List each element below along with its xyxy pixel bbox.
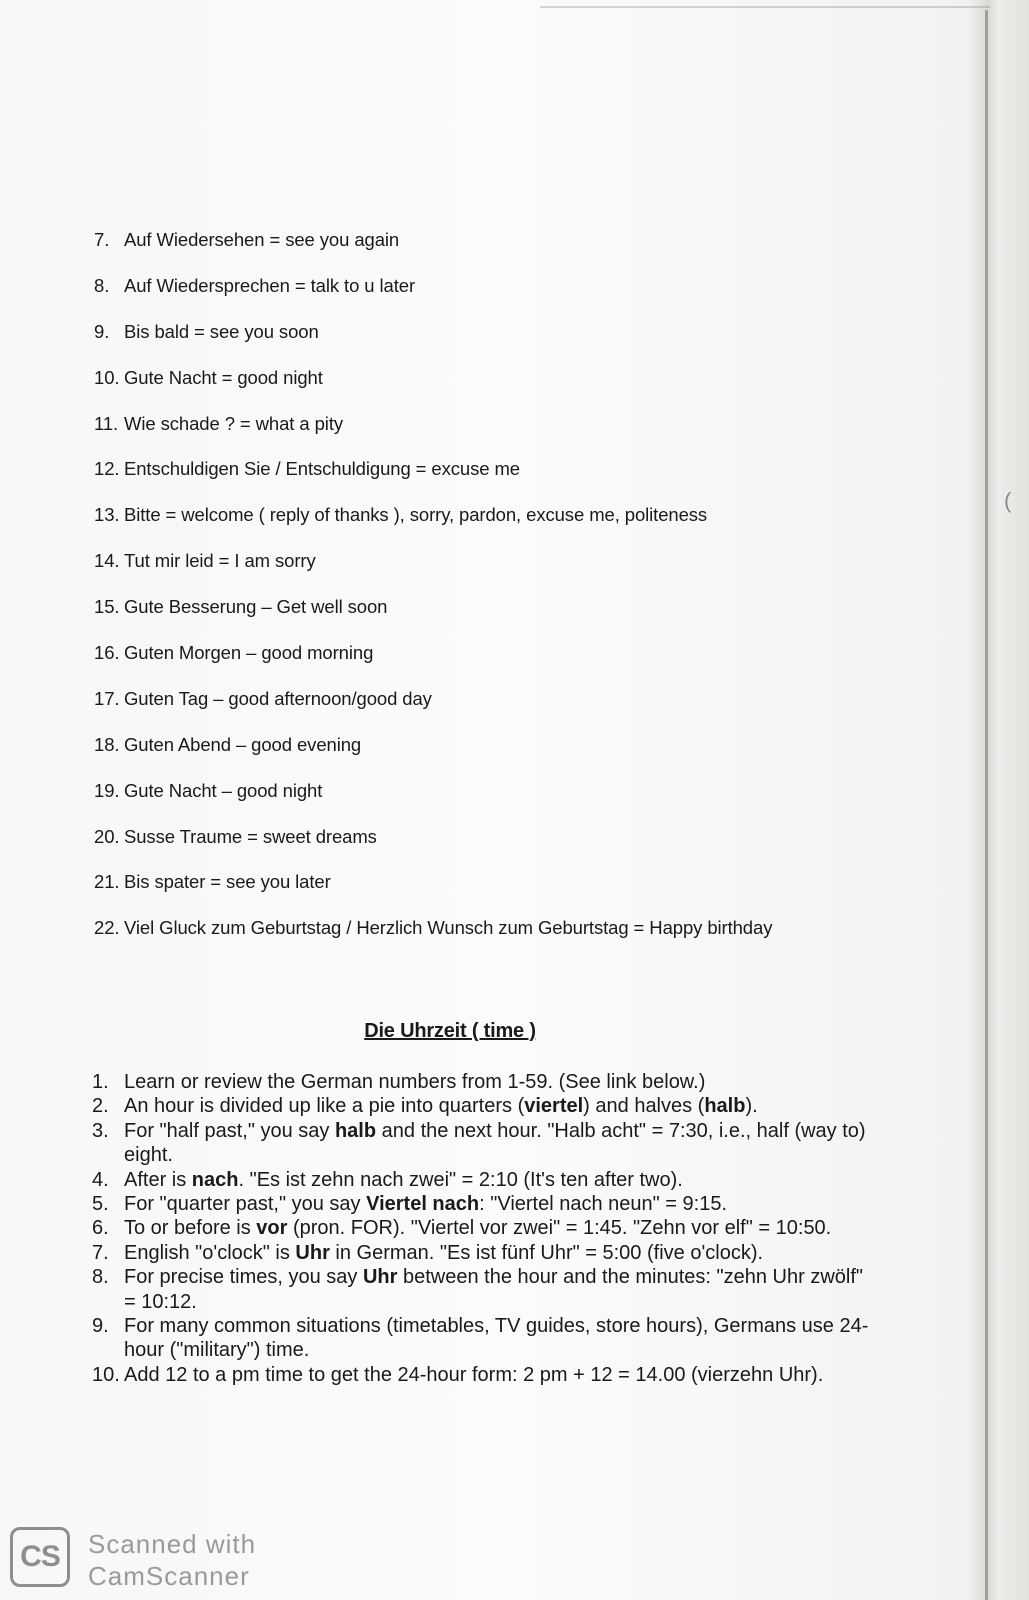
phrase-item xyxy=(94,229,772,275)
phrase-number: 11. xyxy=(94,412,119,434)
time-rule-number: 8. xyxy=(92,1266,109,1289)
text-run: Add 12 to a pm time to get the 24-hour form: 2 pm + 12 = 14.00 (vierzehn Uhr). xyxy=(124,1363,824,1386)
phrase-item xyxy=(94,596,772,642)
text-run: in German. "Es ist fünf Uhr" = 5:00 (five o'clock). xyxy=(329,1241,764,1264)
text-run: For "quarter past," you say xyxy=(124,1193,367,1216)
time-rule-text xyxy=(124,1216,872,1240)
phrase-item xyxy=(94,917,772,963)
phrase-text: Guten Tag – good afternoon/good day xyxy=(124,687,432,709)
phrase-number: 21. xyxy=(94,871,120,893)
time-rule-number: 7. xyxy=(92,1241,109,1264)
phrase-item xyxy=(94,504,772,550)
time-rule-text xyxy=(124,1094,872,1118)
text-run: : "Viertel nach neun" = 9:15. xyxy=(479,1193,728,1216)
time-rule-number: 10. xyxy=(92,1363,120,1386)
phrase-text: Guten Morgen – good morning xyxy=(124,642,374,664)
time-rule-text xyxy=(124,1265,872,1314)
phrase-item xyxy=(94,688,772,734)
time-rule-item xyxy=(92,1192,872,1216)
phrase-item xyxy=(94,458,772,504)
time-rule-number: 4. xyxy=(92,1168,109,1191)
time-rule-item xyxy=(92,1070,872,1094)
phrase-text: Tut mir leid = I am sorry xyxy=(124,550,316,572)
time-rule-item xyxy=(92,1363,872,1387)
bold-term: nach xyxy=(191,1168,239,1191)
time-rule-item xyxy=(92,1094,872,1118)
phrase-number: 20. xyxy=(94,825,120,847)
phrase-item xyxy=(94,550,772,596)
time-rule-text xyxy=(124,1192,872,1216)
time-rule-text xyxy=(124,1314,872,1363)
text-run: between the hour and the minutes: "zehn Uhr zwölf" = 10:12. xyxy=(124,1266,863,1313)
phrase-item xyxy=(94,413,772,459)
bold-term: halb xyxy=(334,1119,377,1142)
watermark-line-2: CamScanner xyxy=(88,1561,250,1591)
phrase-item xyxy=(94,734,772,780)
phrase-list xyxy=(94,229,772,963)
text-run: An hour is divided up like a pie into quarters ( xyxy=(124,1095,525,1118)
phrase-item xyxy=(94,871,772,917)
phrase-item xyxy=(94,780,772,826)
phrase-item xyxy=(94,367,772,413)
time-rule-item xyxy=(92,1265,872,1314)
phrase-text: Susse Traume = sweet dreams xyxy=(124,825,377,847)
text-run: For "half past," you say xyxy=(124,1119,335,1142)
time-rule-number: 2. xyxy=(92,1095,109,1118)
phrase-text: Auf Wiedersehen = see you again xyxy=(124,229,400,250)
phrase-text: Gute Nacht – good night xyxy=(124,779,323,801)
phrase-item xyxy=(94,826,772,872)
page-top-edge xyxy=(540,6,990,8)
text-run: (pron. FOR). "Viertel vor zwei" = 1:45. "Zehn vor elf" = 10:50. xyxy=(287,1217,832,1240)
camscanner-logo: CS xyxy=(10,1527,70,1587)
phrase-number: 12. xyxy=(94,458,120,480)
text-run: English "o'clock" is xyxy=(124,1241,296,1264)
time-rule-text xyxy=(124,1363,872,1387)
phrase-number: 14. xyxy=(94,550,120,572)
phrase-text: Auf Wiedersprechen = talk to u later xyxy=(124,274,416,296)
phrase-number: 22. xyxy=(94,917,120,939)
time-rule-item xyxy=(92,1216,872,1240)
time-rule-item xyxy=(92,1241,872,1265)
watermark-line-1: Scanned with xyxy=(88,1529,257,1559)
bold-term: Uhr xyxy=(295,1241,330,1264)
time-rule-text xyxy=(124,1241,872,1265)
phrase-text: Wie schade ? = what a pity xyxy=(124,412,344,434)
phrase-number: 10. xyxy=(94,366,120,388)
phrase-item xyxy=(94,275,772,321)
text-run: To or before is xyxy=(124,1217,257,1240)
phrase-text: Gute Nacht = good night xyxy=(124,366,323,388)
phrase-number: 16. xyxy=(94,642,120,664)
bold-term: vor xyxy=(256,1217,288,1240)
text-run: ) and halves ( xyxy=(583,1095,705,1118)
time-rule-text xyxy=(124,1168,872,1192)
time-rule-number: 5. xyxy=(92,1193,109,1216)
time-rule-number: 6. xyxy=(92,1217,109,1240)
phrase-item xyxy=(94,642,772,688)
time-rule-text xyxy=(124,1070,872,1094)
page-right-edge xyxy=(985,10,988,1600)
phrase-text: Bis bald = see you soon xyxy=(124,320,319,342)
text-run: . "Es ist zehn nach zwei" = 2:10 (It's ten after two). xyxy=(238,1168,683,1191)
text-run: For many common situations (timetables, TV guides, store hours), Germans use 24-hour ("military") time. xyxy=(124,1315,869,1362)
phrase-text: Viel Gluck zum Geburtstag / Herzlich Wunsch zum Geburtstag = Happy birthday xyxy=(124,917,773,939)
bold-term: Viertel nach xyxy=(366,1193,480,1216)
phrase-number: 19. xyxy=(94,779,120,801)
phrase-text: Entschuldigen Sie / Entschuldigung = excuse me xyxy=(124,458,520,480)
phrase-text: Guten Abend – good evening xyxy=(124,733,362,755)
phrase-text: Bis spater = see you later xyxy=(124,871,331,893)
time-rule-number: 9. xyxy=(92,1315,109,1338)
phrase-number: 7. xyxy=(94,229,110,250)
time-rules-list xyxy=(92,1070,872,1387)
time-rule-item xyxy=(92,1119,872,1168)
bold-term: Uhr xyxy=(362,1266,398,1289)
phrase-number: 17. xyxy=(94,687,120,709)
phrase-number: 18. xyxy=(94,733,120,755)
phrase-number: 13. xyxy=(94,504,120,526)
section-title: Die Uhrzeit ( time ) xyxy=(364,1020,536,1042)
phrase-text: Bitte = welcome ( reply of thanks ), sorry, pardon, excuse me, politeness xyxy=(124,504,708,526)
time-rule-number: 1. xyxy=(92,1071,109,1093)
time-rule-item xyxy=(92,1314,872,1363)
phrase-number: 9. xyxy=(94,320,110,342)
text-run: Learn or review the German numbers from 1-59. (See link below.) xyxy=(124,1071,706,1093)
time-rule-number: 3. xyxy=(92,1119,109,1142)
phrase-text: Gute Besserung – Get well soon xyxy=(124,596,388,618)
text-run: After is xyxy=(124,1168,192,1191)
bold-term: halb xyxy=(704,1095,746,1118)
phrase-number: 15. xyxy=(94,596,120,618)
time-rule-item xyxy=(92,1168,872,1192)
text-run: For precise times, you say xyxy=(124,1266,363,1289)
bold-term: viertel xyxy=(524,1095,584,1118)
margin-mark: ( xyxy=(1004,488,1012,513)
text-run: ). xyxy=(745,1095,758,1118)
text-run: and the next hour. "Halb acht" = 7:30, i.e., half (way to) eight. xyxy=(124,1119,866,1167)
phrase-number: 8. xyxy=(94,274,110,296)
camscanner-watermark xyxy=(88,1528,256,1592)
time-rule-text xyxy=(124,1119,872,1168)
phrase-item xyxy=(94,321,772,367)
